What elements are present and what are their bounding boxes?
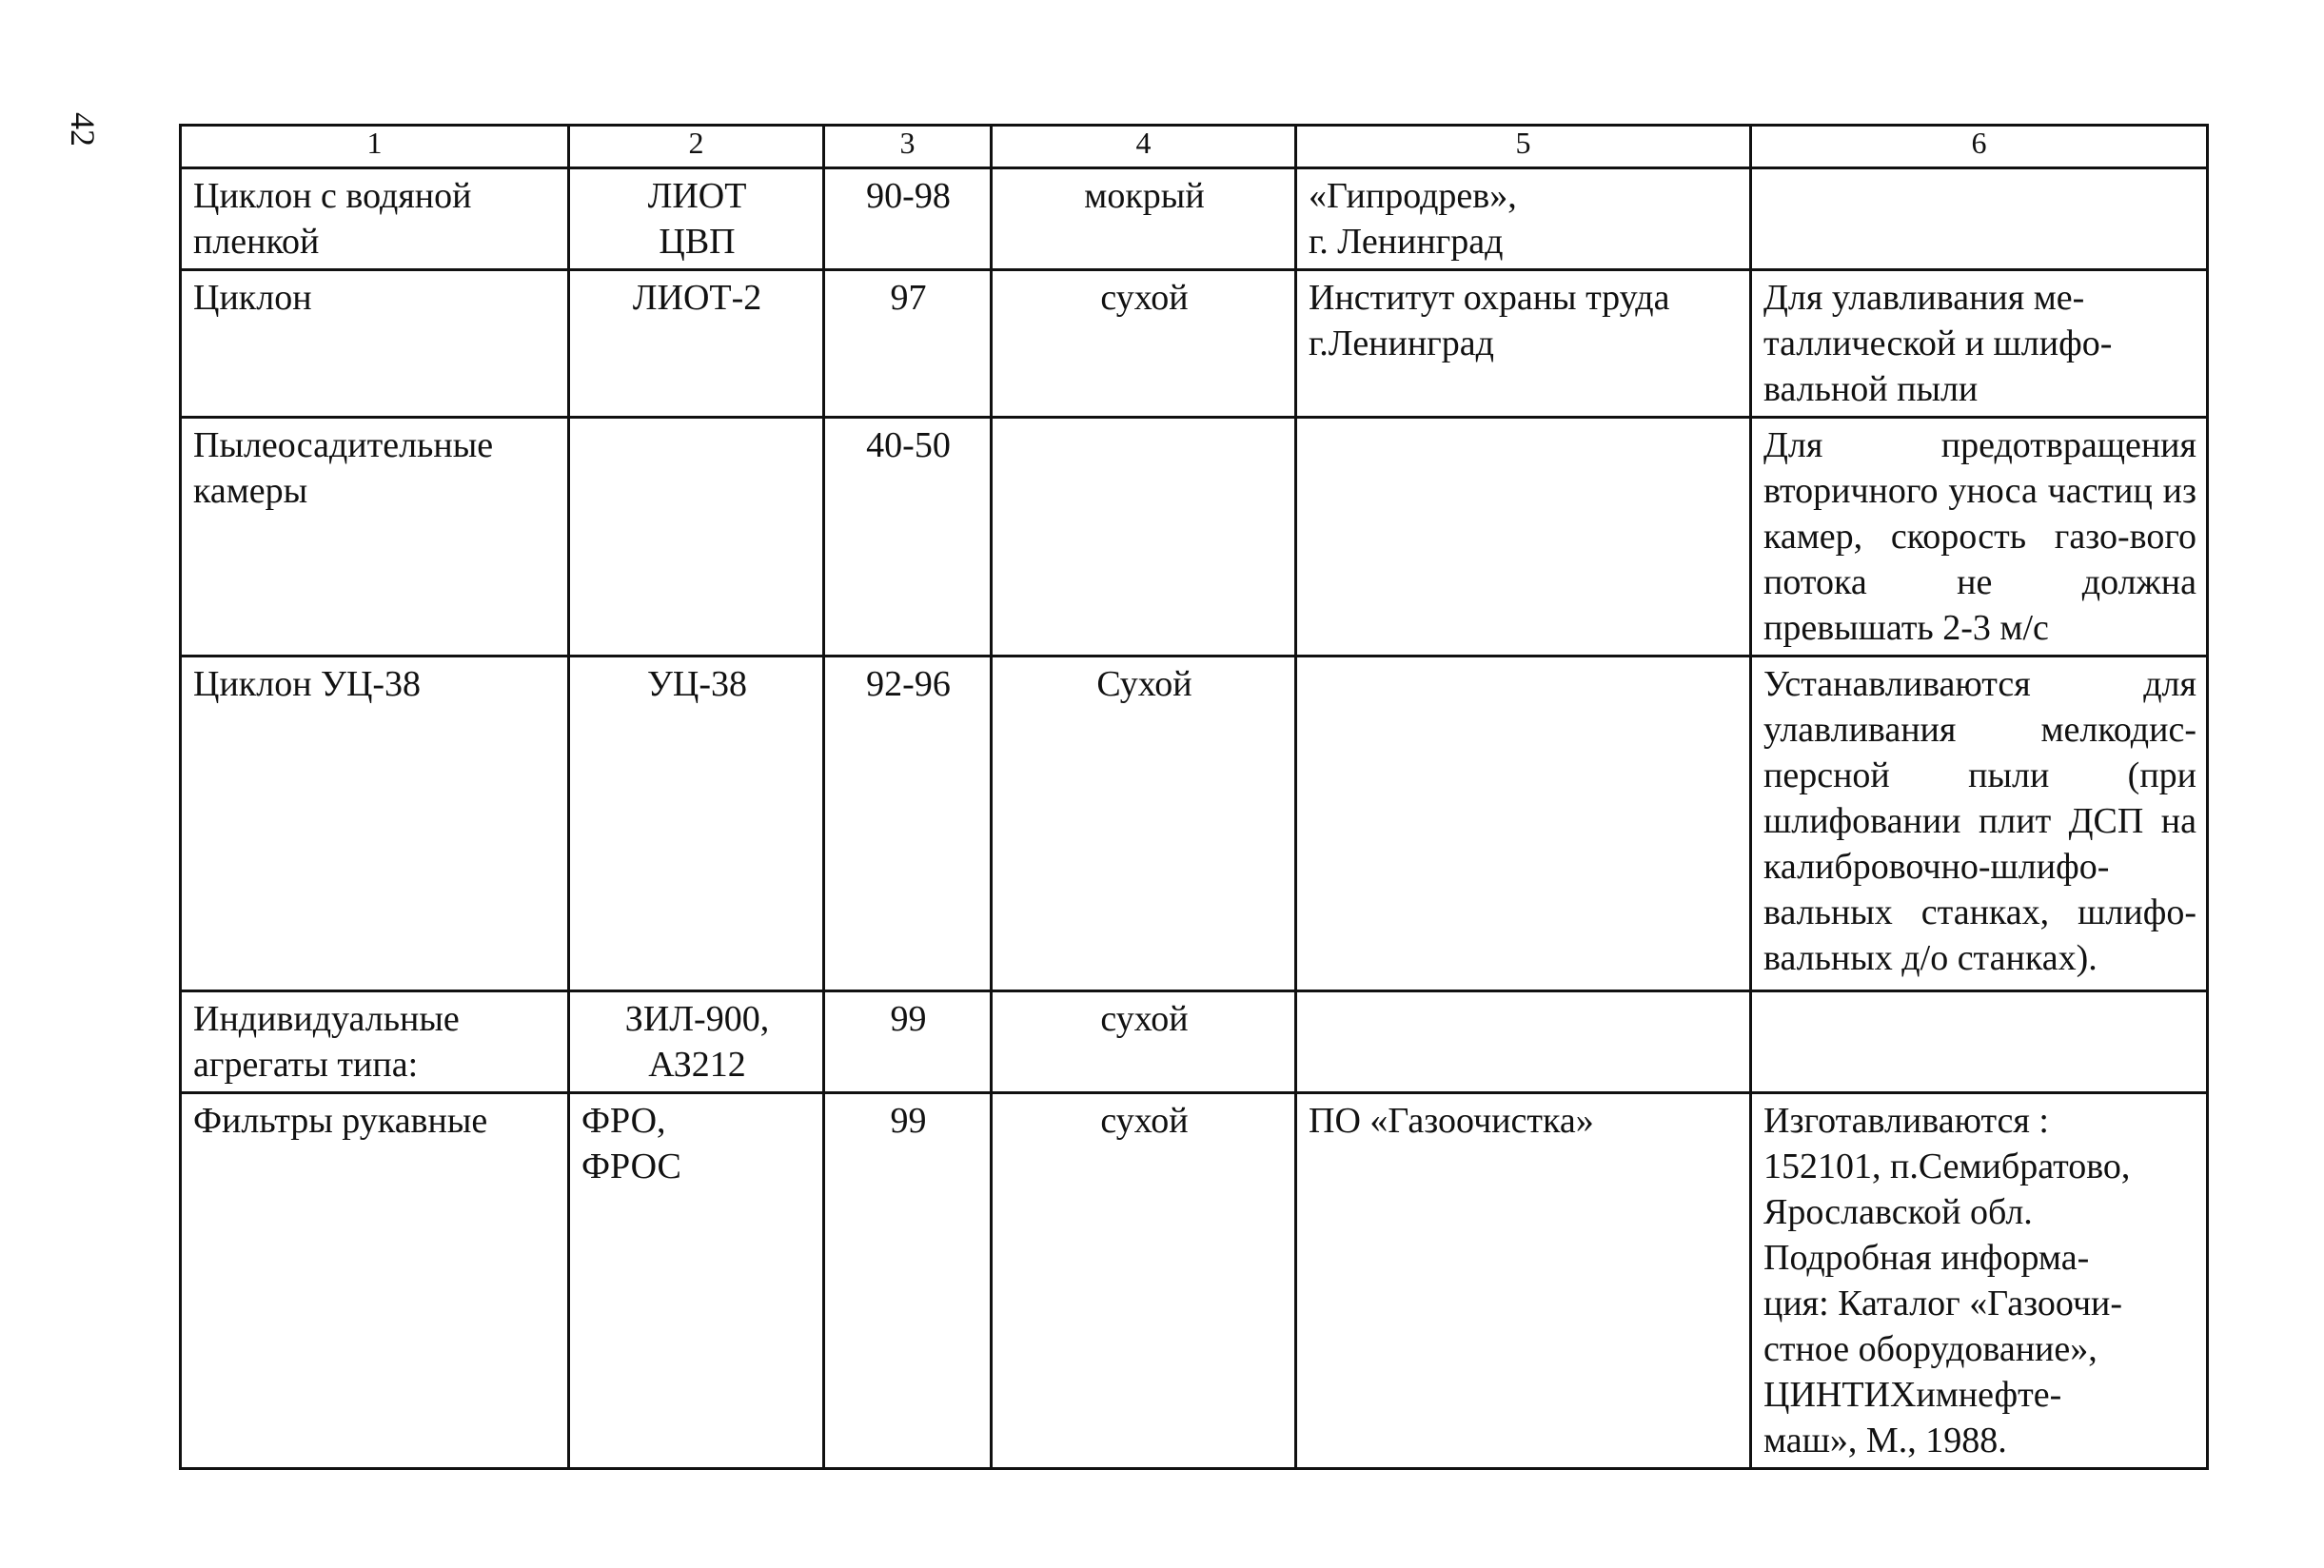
- col-header-2: 2: [569, 126, 824, 168]
- table-row: [181, 991, 2208, 1093]
- cell-name: Циклон УЦ-38: [181, 657, 569, 991]
- cell-model: ФРО, ФРОС: [569, 1093, 824, 1469]
- cell-type: мокрый: [992, 168, 1296, 270]
- cell-type: [992, 418, 1296, 657]
- cell-efficiency: 40-50: [824, 418, 992, 657]
- cell-model: ЛИОТ-2: [569, 270, 824, 418]
- cell-name: Пылеосадительные камеры: [181, 418, 569, 657]
- cell-model: ЗИЛ-900, АЗ212: [569, 991, 824, 1093]
- cell-note: [1751, 168, 2208, 270]
- cell-developer: [1296, 991, 1751, 1093]
- page-number: 42: [64, 112, 102, 147]
- table-row: [181, 270, 2208, 418]
- cell-efficiency: 99: [824, 1093, 992, 1469]
- cell-note: Для предотвращения вторичного уноса частиц из камер, скорость газо-вого потока не должна превышать 2-3 м/с: [1751, 418, 2208, 657]
- cell-model: ЛИОТ ЦВП: [569, 168, 824, 270]
- col-header-3: 3: [824, 126, 992, 168]
- cell-note: [1751, 991, 2208, 1093]
- table-row: [181, 418, 2208, 657]
- cell-efficiency: 92-96: [824, 657, 992, 991]
- header-row: [181, 126, 2208, 168]
- cell-name: Циклон с водяной пленкой: [181, 168, 569, 270]
- col-header-6: 6: [1751, 126, 2208, 168]
- cell-model: УЦ-38: [569, 657, 824, 991]
- cell-developer: ПО «Газоочистка»: [1296, 1093, 1751, 1469]
- table-row: [181, 657, 2208, 991]
- cell-note: Для улавливания ме- таллической и шлифо- вальной пыли: [1751, 270, 2208, 418]
- table-row: [181, 168, 2208, 270]
- cell-note: Устанавливаются для улавливания мелкодис-персной пыли (при шлифовании плит ДСП на калибровочно-шлифо-вальных станках, шлифо-вальных д/о станках).: [1751, 657, 2208, 991]
- cell-note: Изготавливаются : 152101, п.Семибратово, Ярославской обл. Подробная информа- ция: Каталог «Газоочи- стное оборудование», ЦИНТИХимнефте- маш», М., 1988.: [1751, 1093, 2208, 1469]
- cell-developer: [1296, 418, 1751, 657]
- cell-efficiency: 97: [824, 270, 992, 418]
- cell-type: сухой: [992, 1093, 1296, 1469]
- cell-name: Циклон: [181, 270, 569, 418]
- cell-developer: Институт охраны труда г.Ленинград: [1296, 270, 1751, 418]
- cell-type: сухой: [992, 991, 1296, 1093]
- cell-efficiency: 90-98: [824, 168, 992, 270]
- cell-developer: [1296, 657, 1751, 991]
- cell-name: Индивидуальные агрегаты типа:: [181, 991, 569, 1093]
- cell-name: Фильтры рукавные: [181, 1093, 569, 1469]
- cell-type: Сухой: [992, 657, 1296, 991]
- cell-type: сухой: [992, 270, 1296, 418]
- table-row: [181, 1093, 2208, 1469]
- cell-model: [569, 418, 824, 657]
- cell-efficiency: 99: [824, 991, 992, 1093]
- equipment-table: [179, 124, 2209, 1470]
- col-header-4: 4: [992, 126, 1296, 168]
- cell-developer: «Гипродрев», г. Ленинград: [1296, 168, 1751, 270]
- col-header-1: 1: [181, 126, 569, 168]
- col-header-5: 5: [1296, 126, 1751, 168]
